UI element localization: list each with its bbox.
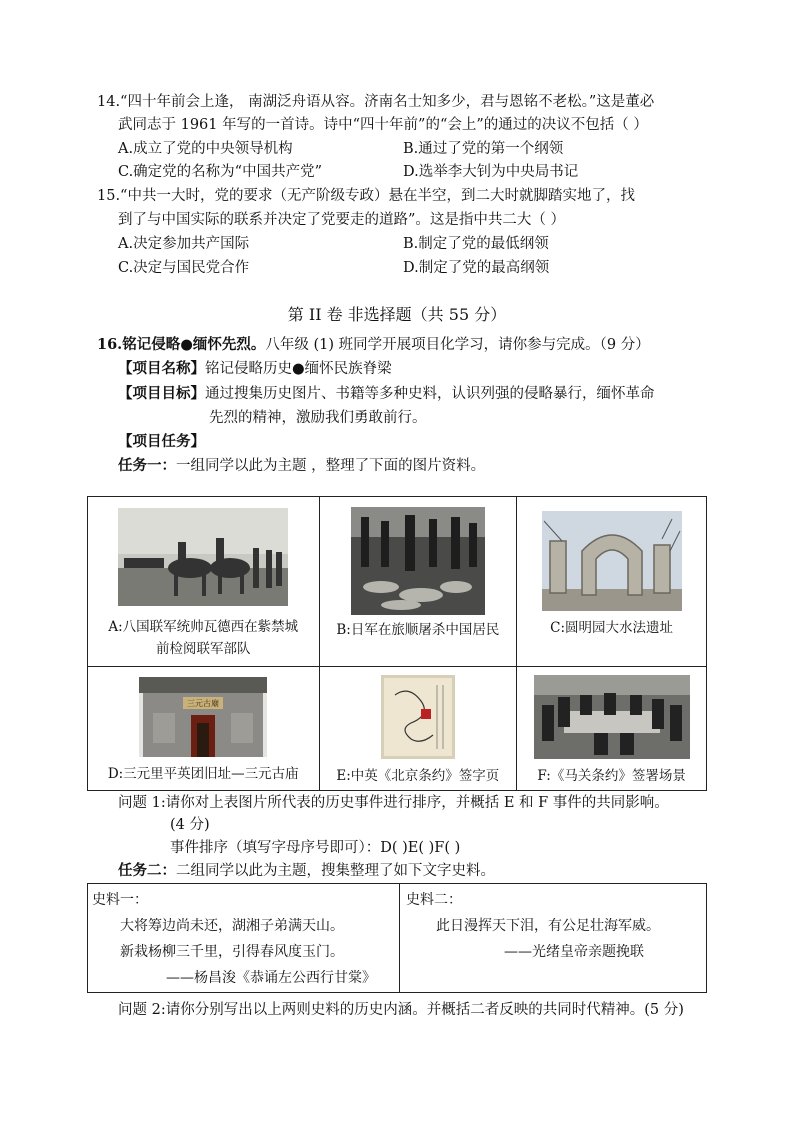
picture-cell-a xyxy=(88,497,320,667)
question1-line2: (4 分) xyxy=(170,817,210,833)
q15-option-b: B.制定了党的最低纲领 xyxy=(403,236,549,252)
project-goal-label: 【项目目标】 xyxy=(118,385,205,402)
task2-label: 任务二： xyxy=(118,862,176,879)
picture-cell-c xyxy=(517,497,707,667)
caption-b: B:日军在旅顺屠杀中国居民 xyxy=(336,622,500,638)
section-title xyxy=(0,305,794,325)
caption-f: F:《马关条约》签署场景 xyxy=(537,768,686,784)
source2-line1: 此日漫挥天下泪，有公足壮海军威。 xyxy=(436,918,660,934)
source2-title: 史料二： xyxy=(406,892,462,908)
q14-option-a: A.成立了党的中央领导机构 xyxy=(118,141,293,157)
q15-option-c: C.决定与国民党合作 xyxy=(118,260,250,276)
caption-a-line2: 前检阅联军部队 xyxy=(156,641,251,657)
q14-option-c: C.确定党的名称为“中国共产党” xyxy=(118,164,323,180)
photo-waldersee-review xyxy=(118,508,288,606)
task2-intro xyxy=(118,861,495,881)
q14-stem-line1: 14.“四十年前会上逢， 南湖泛舟语从容。济南名士知多少，君与恩铭不老松。”这是董必 xyxy=(97,94,655,110)
task1-label: 任务一： xyxy=(118,457,176,474)
question2: 问题 2:请你分别写出以上两则史料的历史内涵。并概括二者反映的共同时代精神。(5 分) xyxy=(118,1002,684,1018)
task1-text: 一组同学以此为主题 ，整理了下面的图片资料。 xyxy=(176,458,486,474)
task1-intro xyxy=(118,456,485,476)
q15-stem-line2: 到了与中国实际的联系并决定了党要走的道路”。这是指中共二大（ ） xyxy=(118,212,566,228)
event-sequence-blanks[interactable]: 事件排序（填写字母序号即可）：D( )E( )F( ) xyxy=(170,840,461,856)
picture-cell-e xyxy=(319,667,517,791)
source2-attribution: ——光绪皇帝亲题挽联 xyxy=(504,944,644,960)
project-goal-line1: 通过搜集历史图片、书籍等多种史料，认识列强的侵略暴行，缅怀革命 xyxy=(205,386,655,402)
photo-yuanmingyuan-ruins xyxy=(542,511,682,611)
section-title-text: 第 II 卷 非选择题（共 55 分） xyxy=(287,305,507,324)
q16-title-bold: 16.铭记侵略●缅怀先烈。 xyxy=(97,336,266,353)
source1-line1: 大将筹边尚未还，湖湘子弟满天山。 xyxy=(120,918,344,934)
caption-e: E:中英《北京条约》签字页 xyxy=(336,768,500,784)
question1-line1: 问题 1:请你对上表图片所代表的历史事件进行排序，并概括 E 和 F 事件的共同影响。 xyxy=(118,795,669,811)
q14-option-d: D.选举李大钊为中央局书记 xyxy=(403,164,579,180)
q16-project-goal xyxy=(118,384,655,404)
q15-option-a: A.决定参加共产国际 xyxy=(118,236,250,252)
caption-a-line1: A:八国联军统帅瓦德西在紫禁城 xyxy=(108,619,299,635)
q15-option-d: D.制定了党的最高纲领 xyxy=(403,260,550,276)
source-divider xyxy=(399,884,400,992)
project-name-value: 铭记侵略历史●缅怀民族脊梁 xyxy=(205,361,392,377)
source1-title: 史料一： xyxy=(92,892,148,908)
project-goal-line2: 先烈的精神，激励我们勇敢前行。 xyxy=(209,410,427,426)
project-task-label: 【项目任务】 xyxy=(118,433,205,450)
picture-cell-d xyxy=(88,667,320,791)
photo-sanyuan-temple xyxy=(139,677,267,757)
q14-option-b: B.通过了党的第一个纲领 xyxy=(403,141,564,157)
source-material-table xyxy=(87,883,707,993)
photo-beijing-treaty-page xyxy=(381,675,455,759)
caption-c: C:圆明园大水法遗址 xyxy=(550,620,674,636)
photo-shimonoseki-signing xyxy=(534,675,690,759)
project-name-label: 【项目名称】 xyxy=(118,360,205,377)
source1-line2: 新栽杨柳三千里，引得春风度玉门。 xyxy=(120,944,344,960)
task2-text: 二组同学以此为主题，搜集整理了如下文字史料。 xyxy=(176,863,495,879)
q14-stem-line2: 武同志于 1961 年写的一首诗。诗中“四十年前”的“会上”的通过的决议不包括（ ） xyxy=(118,117,648,133)
picture-cell-b xyxy=(319,497,517,667)
source1-attribution: ——杨昌浚《恭诵左公西行甘棠》 xyxy=(166,970,376,986)
temple-plaque: 三元古廟 xyxy=(187,699,220,708)
caption-d: D:三元里平英团旧址—三元古庙 xyxy=(107,766,299,782)
q15-stem-line1: 15.“中共一大时，党的要求（无产阶级专政）悬在半空，到二大时就脚踏实地了，找 xyxy=(97,188,635,204)
q16-title-rest: 八年级 (1) 班同学开展项目化学习，请你参与完成。（9 分） xyxy=(265,337,650,353)
q16-title xyxy=(97,335,650,355)
q16-project-name xyxy=(118,359,392,379)
photo-lushun-massacre xyxy=(351,507,485,615)
picture-table xyxy=(87,496,707,791)
picture-cell-f xyxy=(517,667,707,791)
